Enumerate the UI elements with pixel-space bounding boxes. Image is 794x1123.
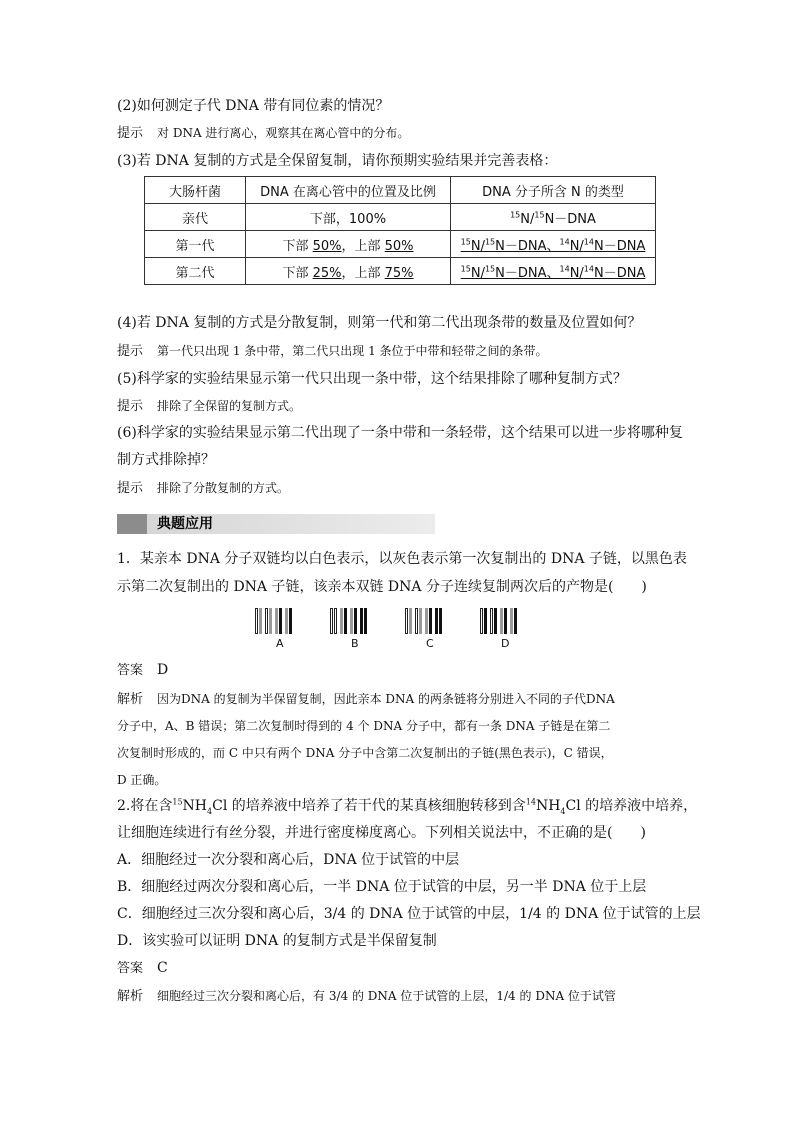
analysis-1-line-3: 次复制时形成的，而 C 中只有两个 DNA 分子中含第二次复制出的子链(黑色表示)，C 错误， <box>117 746 613 760</box>
hint-2 <box>117 123 409 144</box>
black-strand <box>429 608 432 634</box>
dna-options-figure <box>255 608 525 648</box>
option-a: A．细胞经过一次分裂和离心后，DNA 位于试管的中层 <box>117 852 460 868</box>
black-strand <box>364 608 367 634</box>
table-cell-type: $^{15}$N/$^{15}$N－DNA、$^{14}$N/$^{14}$N－DNA <box>451 231 656 258</box>
gray-strand <box>285 608 288 634</box>
table-cell-position: 下部，100% <box>246 204 451 231</box>
white-strand <box>255 608 258 634</box>
black-strand <box>439 608 442 634</box>
white-strand <box>330 608 333 634</box>
black-strand <box>344 608 347 634</box>
text-run: Cl 的培养液中培养了若干代的某真核细胞转移到含 <box>212 798 526 814</box>
question-6-line-2: 制方式排除掉？ <box>117 452 215 468</box>
white-strand <box>415 608 418 634</box>
option-d: D．该实验可以证明 DNA 的复制方式是半保留复制 <box>117 933 437 949</box>
black-strand <box>514 608 517 634</box>
table-row <box>145 204 656 231</box>
gray-strand <box>409 608 412 634</box>
problem-1-line-2: 示第二次复制出的 DNA 子链，该亲本双链 DNA 分子连续复制两次后的产物是( ) <box>117 579 647 595</box>
table-row <box>145 258 656 285</box>
table-cell-generation: 第一代 <box>145 231 246 258</box>
black-strand <box>354 608 357 634</box>
table-row <box>145 231 656 258</box>
answer-2 <box>117 958 168 979</box>
isotope-sup: 14 <box>525 797 536 807</box>
option-label: A <box>276 637 284 650</box>
table-header: DNA 分子所含 N 的类型 <box>451 177 656 204</box>
hint-label: 提示 <box>117 481 144 496</box>
analysis-2-line-1 <box>117 986 616 1007</box>
analysis-label: 解析 <box>117 989 144 1004</box>
answer-label: 答案 <box>117 961 144 976</box>
gray-strand <box>269 608 272 634</box>
white-strand <box>480 608 483 634</box>
question-5: (5)科学家的实验结果显示第一代只出现一条中带，这个结果排除了哪种复制方式？ <box>117 371 627 387</box>
analysis-1-line-2: 分子中，A、B 错误；第二次复制时得到的 4 个 DNA 分子中，都有一条 DNA 子链是在第二 <box>117 719 611 733</box>
hint-label: 提示 <box>117 399 144 414</box>
hint-5 <box>117 396 301 417</box>
black-strand <box>494 608 497 634</box>
analysis-label: 解析 <box>117 692 144 707</box>
answer-value: C <box>157 960 168 976</box>
black-strand <box>504 608 507 634</box>
table-header-row <box>145 177 656 204</box>
replication-table <box>144 176 656 285</box>
gray-strand <box>425 608 428 634</box>
section-title: 典题应用 <box>157 516 213 532</box>
black-strand <box>360 608 363 634</box>
gray-strand <box>275 608 278 634</box>
black-strand <box>435 608 438 634</box>
answer-1 <box>117 660 168 681</box>
hint-label: 提示 <box>117 126 144 141</box>
table-cell-position: 下部 50%，上部 50% <box>246 231 451 258</box>
analysis-1-line-1 <box>117 689 615 710</box>
option-c: C．细胞经过三次分裂和离心后，3/4 的 DNA 位于试管的中层，1/4 的 DNA 位于试管的上层 <box>117 906 701 922</box>
table-cell-type: $^{15}$N/$^{15}$N－DNA <box>451 204 656 231</box>
answer-label: 答案 <box>117 663 144 678</box>
table-cell-generation: 第二代 <box>145 258 246 285</box>
option-label: D <box>501 637 510 650</box>
question-4: (4)若 DNA 复制的方式是分散复制，则第一代和第二代出现条带的数量及位置如何？ <box>117 315 642 331</box>
text-run: NH <box>182 798 208 814</box>
formula-sub: 4 <box>560 806 566 816</box>
hint-label: 提示 <box>117 344 144 359</box>
analysis-1-line-4: D 正确。 <box>117 773 167 787</box>
question-6-line-1: (6)科学家的实验结果显示第二代出现了一条中带和一条轻带，这个结果可以进一步将哪种复 <box>117 425 683 441</box>
text-run: Cl 的培养液中培养， <box>565 798 698 814</box>
analysis-text: 细胞经过三次分裂和离心后，有 3/4 的 DNA 位于试管的上层，1/4 的 DNA 位于试管 <box>157 989 616 1003</box>
black-strand <box>289 608 292 634</box>
hint-6 <box>117 478 289 499</box>
answer-value: D <box>157 662 169 678</box>
gray-strand <box>350 608 353 634</box>
text-run: 2.将在含 <box>117 798 173 814</box>
gray-strand <box>419 608 422 634</box>
hint-4 <box>117 341 548 362</box>
black-strand <box>484 608 487 634</box>
table-cell-position: 下部 25%，上部 75% <box>246 258 451 285</box>
text-run: NH <box>535 798 561 814</box>
white-strand <box>490 608 493 634</box>
hint-text: 排除了分散复制的方式。 <box>157 481 290 495</box>
gray-strand <box>500 608 503 634</box>
gray-strand <box>510 608 513 634</box>
formula-sub: 4 <box>207 806 213 816</box>
question-2: (2)如何测定子代 DNA 带有同位素的情况？ <box>117 98 390 114</box>
analysis-text: 因为DNA 的复制为半保留复制，因此亲本 DNA 的两条链将分别进入不同的子代DNA <box>157 692 615 706</box>
table-header: 大肠杆菌 <box>145 177 246 204</box>
gray-strand <box>340 608 343 634</box>
option-label: C <box>426 637 434 650</box>
table-cell-generation: 亲代 <box>145 204 246 231</box>
option-label: B <box>351 637 359 650</box>
hint-text: 对 DNA 进行离心，观察其在离心管中的分布。 <box>157 126 410 140</box>
problem-1-line-1: 1．某亲本 DNA 分子双链均以白色表示，以灰色表示第一次复制出的 DNA 子链，以黑色表 <box>117 551 687 567</box>
problem-2-line-1 <box>117 796 697 816</box>
option-b: B．细胞经过两次分裂和离心后，一半 DNA 位于试管的中层，另一半 DNA 位于上层 <box>117 879 647 895</box>
isotope-sup: 15 <box>172 797 183 807</box>
black-strand <box>279 608 282 634</box>
white-strand <box>265 608 268 634</box>
white-strand <box>405 608 408 634</box>
problem-2-line-2: 让细胞连续进行有丝分裂，并进行密度梯度离心。下列相关说法中，不正确的是( ) <box>117 825 646 841</box>
table-header: DNA 在离心管中的位置及比例 <box>246 177 451 204</box>
section-header-bar <box>117 514 435 534</box>
question-3: (3)若 DNA 复制的方式是全保留复制，请你预期实验结果并完善表格： <box>117 153 558 169</box>
white-strand <box>334 608 337 634</box>
hint-text: 排除了全保留的复制方式。 <box>157 399 302 413</box>
table-cell-type: $^{15}$N/$^{15}$N－DNA、$^{14}$N/$^{14}$N－DNA <box>451 258 656 285</box>
gray-strand <box>259 608 262 634</box>
hint-text: 第一代只出现 1 条中带，第二代只出现 1 条位于中带和轻带之间的条带。 <box>157 344 548 358</box>
